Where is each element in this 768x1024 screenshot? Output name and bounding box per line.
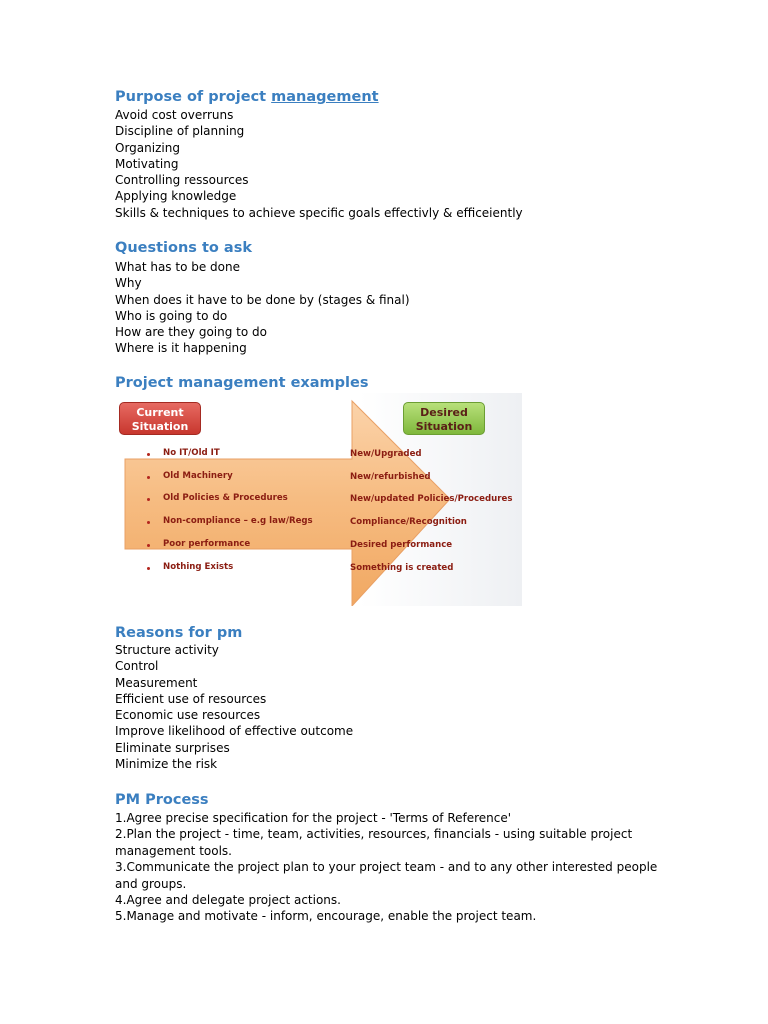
process-list <box>115 810 675 925</box>
desired-item: New/updated Policies/Procedures <box>350 494 513 504</box>
bullet-icon <box>147 476 150 479</box>
reasons-list <box>115 642 353 772</box>
list-item: Where is it happening <box>115 341 247 356</box>
list-item: Skills & techniques to achieve specific goals effectivly & efficeiently <box>115 205 523 220</box>
current-label-line1: Current <box>136 406 184 419</box>
desired-item: Something is created <box>350 563 454 573</box>
questions-section <box>115 239 410 357</box>
current-to-desired-diagram <box>115 393 522 606</box>
list-item: What has to be done <box>115 260 240 274</box>
list-item: How are they going to do <box>115 325 267 340</box>
list-item: Improve likelihood of effective outcome <box>115 724 354 739</box>
process-step: 2.Plan the project - time, team, activities, resources, financials - using suitable project management tools. <box>115 827 633 858</box>
purpose-list <box>115 107 523 221</box>
purpose-section <box>115 88 523 221</box>
desired-item: Desired performance <box>350 540 453 550</box>
reasons-section <box>115 624 353 772</box>
current-item: Poor performance <box>163 539 251 549</box>
questions-list <box>115 259 410 357</box>
desired-item: New/refurbished <box>350 472 431 482</box>
process-section <box>115 791 675 925</box>
list-item: Efficient use of resources <box>115 691 267 706</box>
purpose-heading-text: Purpose of project <box>115 89 272 105</box>
reasons-heading: Reasons for pm <box>115 625 243 641</box>
desired-label-line2: Situation <box>415 420 473 433</box>
list-item: Economic use resources <box>115 708 261 723</box>
list-item: Who is going to do <box>115 308 228 323</box>
list-item: Applying knowledge <box>115 189 237 204</box>
list-item: Structure activity <box>115 643 219 657</box>
list-item: Minimize the risk <box>115 757 218 772</box>
desired-item: Compliance/Recognition <box>350 517 467 527</box>
bullet-icon <box>147 453 150 456</box>
process-step: 4.Agree and delegate project actions. <box>115 893 341 908</box>
current-situation-badge <box>119 402 201 435</box>
bullet-icon <box>147 544 150 547</box>
process-heading: PM Process <box>115 792 209 808</box>
examples-section <box>115 374 368 392</box>
bullet-icon <box>147 521 150 524</box>
desired-situation-badge <box>403 402 485 435</box>
list-item: Why <box>115 276 142 291</box>
list-item: Eliminate surprises <box>115 740 230 755</box>
list-item: Organizing <box>115 140 180 155</box>
list-item: Discipline of planning <box>115 124 245 139</box>
purpose-heading <box>115 88 523 106</box>
process-step: 5.Manage and motivate - inform, encourage, enable the project team. <box>115 909 537 924</box>
current-label-line2: Situation <box>131 420 189 433</box>
examples-heading: Project management examples <box>115 375 369 391</box>
desired-item: New/Upgraded <box>350 449 422 459</box>
bullet-icon <box>147 498 150 501</box>
list-item: Avoid cost overruns <box>115 108 234 122</box>
management-link[interactable]: management <box>271 89 379 105</box>
list-item: When does it have to be done by (stages & final) <box>115 292 410 307</box>
current-item: Old Policies & Procedures <box>163 493 288 503</box>
list-item: Motivating <box>115 156 179 171</box>
questions-heading: Questions to ask <box>115 240 252 256</box>
list-item: Measurement <box>115 675 198 690</box>
process-step: 3.Communicate the project plan to your project team - and to any other interested people and groups. <box>115 860 658 891</box>
list-item: Controlling ressources <box>115 173 249 188</box>
current-item: Old Machinery <box>163 471 233 481</box>
current-item: Non-compliance – e.g law/Regs <box>163 516 313 526</box>
current-item: No IT/Old IT <box>163 448 220 458</box>
desired-label-line1: Desired <box>420 406 468 419</box>
bullet-icon <box>147 567 150 570</box>
current-item: Nothing Exists <box>163 562 234 572</box>
process-step: 1.Agree precise specification for the project - 'Terms of Reference' <box>115 811 512 825</box>
list-item: Control <box>115 659 159 674</box>
